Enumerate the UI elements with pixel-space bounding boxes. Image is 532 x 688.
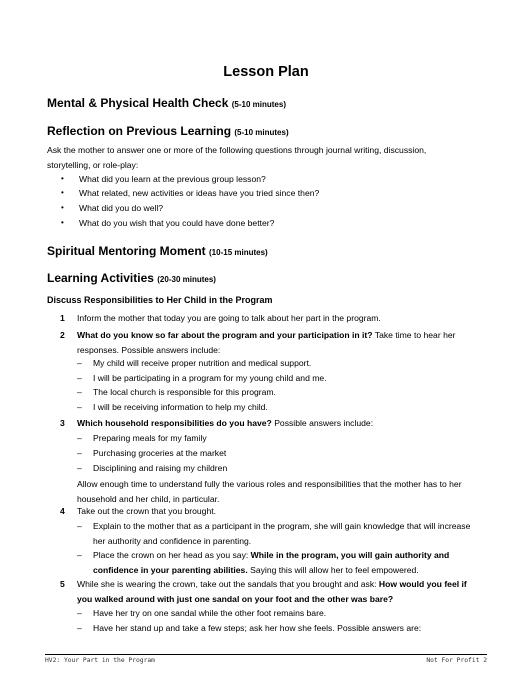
dash-icon: – bbox=[77, 463, 82, 473]
dash-icon: – bbox=[77, 448, 82, 458]
dash-icon: – bbox=[77, 358, 82, 368]
heading-text: Mental & Physical Health Check bbox=[47, 96, 229, 110]
item-number: 4 bbox=[60, 506, 65, 516]
heading-time: (20-30 minutes) bbox=[157, 275, 216, 284]
intro-line: Ask the mother to answer one or more of the following questions through journal writing, discussion, bbox=[47, 145, 427, 155]
intro-line: storytelling, or role-play: bbox=[47, 159, 139, 170]
item-number: 5 bbox=[60, 579, 65, 589]
heading-time: (5-10 minutes) bbox=[231, 100, 286, 109]
heading-time: (5-10 minutes) bbox=[234, 128, 289, 137]
item-number: 3 bbox=[60, 418, 65, 428]
bullet-icon: • bbox=[61, 174, 64, 183]
section-heading-health bbox=[47, 96, 286, 110]
document-page: Lesson Plan Mental & Physical Health Check (5-10 minutes) Reflection on Previous Learning (5-10 minutes) Ask the mother to answer one or more of the following questions through journal writing, discussion, storytelling, or role-play: • What did you learn at the previous group lesson? • What related, new activities or ideas have you tried since then? • What did you do well? • What do you wish that you could have done better? Spiritual Mentoring Moment (10-15 minutes) Learning Activities (20-30 minutes) Discuss Responsibilities to Her Child in the Program 1 Inform the mother that today you are going to talk about her part in the program. 2 What do you know so far about the program and your participation in it? Take time to hear her responses. Possible answers include: – My child will receive proper nutrition and medical support. – I will be participating in a program for my young child and me. – The local church is responsible for this program. – I will be receiving information to help my child. 3 Which household responsibilities do you have? Possible answers include: – Preparing meals for my family – Purchasing groceries at the market – Disciplining and raising my children Allow enough time to understand fully the various roles and responsibilities that the mother has to her household and her child, in particular. 4 Take out the crown that you brought. – Explain to the mother that as a participant in the program, she will gain knowledge that will increase her authority and confidence in parenting. – Place the crown on her head as you say: While in the program, you will gain authority and confidence in your parenting abilities. Saying this will allow her to feel empowered. 5 While she is wearing the crown, take out the sandals that you brought and ask: How would you feel if you walked around with just one sandal on your foot and the other was bare? – Have her try on one sandal while the other foot remains bare. – Have her stand up and take a few steps; ask her how she feels. Possible answers are: HV2: Your Part in the Program Not For Profit 2 bbox=[0, 0, 532, 688]
item-note: Allow enough time to understand fully the various roles and responsibilities that the mother has to her household and her child, in particular. bbox=[77, 479, 462, 504]
heading-text: Learning Activities bbox=[47, 271, 154, 285]
subheading: Discuss Responsibilities to Her Child in the Program bbox=[47, 295, 273, 305]
footer-right: Not For Profit 2 bbox=[426, 657, 487, 664]
dash-icon: – bbox=[77, 521, 82, 531]
footer-divider bbox=[45, 654, 487, 655]
heading-text: Spiritual Mentoring Moment bbox=[47, 244, 206, 258]
section-heading-learning bbox=[47, 271, 216, 285]
bullet-icon: • bbox=[61, 188, 64, 197]
page-title: Lesson Plan bbox=[223, 64, 309, 80]
question-text: Which household responsibilities do you have? bbox=[77, 418, 272, 428]
item-number: 2 bbox=[60, 330, 65, 340]
dash-icon: – bbox=[77, 373, 82, 383]
dash-icon: – bbox=[77, 623, 82, 633]
item-number: 1 bbox=[60, 313, 65, 323]
bullet-icon: • bbox=[61, 218, 64, 227]
bullet-icon: • bbox=[61, 203, 64, 212]
dash-icon: – bbox=[77, 608, 82, 618]
heading-text: Reflection on Previous Learning bbox=[47, 124, 232, 138]
question-text: What do you know so far about the program and your participation in it? bbox=[77, 330, 373, 340]
dash-icon: – bbox=[77, 402, 82, 412]
dash-icon: – bbox=[77, 387, 82, 397]
section-heading-spiritual bbox=[47, 244, 268, 258]
footer-left: HV2: Your Part in the Program bbox=[45, 657, 155, 664]
section-heading-reflection bbox=[47, 124, 289, 138]
dash-icon: – bbox=[77, 433, 82, 443]
dash-icon: – bbox=[77, 550, 82, 560]
heading-time: (10-15 minutes) bbox=[209, 248, 268, 257]
reflection-intro bbox=[47, 143, 487, 172]
